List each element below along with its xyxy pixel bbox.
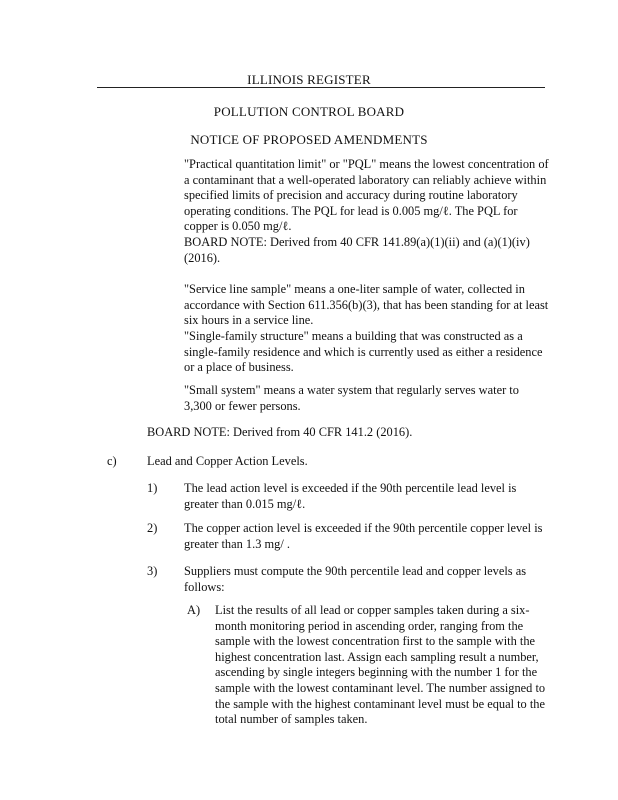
board-title: POLLUTION CONTROL BOARD (213, 104, 405, 119)
notice-title: NOTICE OF PROPOSED AMENDMENTS (190, 132, 428, 147)
item-3-text: Suppliers must compute the 90th percentile lead and copper levels as follows: (184, 564, 527, 594)
definition-pql-note: BOARD NOTE: Derived from 40 CFR 141.89(a)(1)(ii) and (a)(1)(iv) (2016). (184, 235, 530, 265)
header-rule (97, 87, 545, 88)
sub-item-a-label: A) (187, 603, 201, 617)
item-1-label: 1) (147, 481, 158, 495)
register-header: ILLINOIS REGISTER (247, 72, 371, 87)
definition-service-line: "Service line sample" means a one-liter sample of water, collected in accordance with Section 611.356(b)(3), that has been standing for at least six hours in a service line. (184, 282, 549, 328)
definition-pql: "Practical quantitation limit" or "PQL" means the lowest concentration of a contaminant that a well-operated laboratory can reliably achieve within specified limits of precision and accuracy during routine laboratory operating conditions. The PQL for lead is 0.005 mg/ℓ. The PQL for copper is 0.050 mg/ℓ. (184, 157, 549, 234)
sub-item-a-text: List the results of all lead or copper samples taken during a six-month monitoring period in ascending order, ranging from the sample with the lowest concentration first to the sample with the highest concentration last. Assign each sampling result a number, ascending by single integers beginning with the number 1 for the sample with the lowest contaminant level. The number assigned to the sample with the highest contaminant level must be equal to the total number of samples taken. (215, 603, 546, 727)
item-3-label: 3) (147, 564, 158, 578)
board-note: BOARD NOTE: Derived from 40 CFR 141.2 (2016). (147, 425, 413, 439)
item-2-label: 2) (147, 521, 158, 535)
item-2-text: The copper action level is exceeded if the 90th percentile copper level is greater than 1.3 mg/ . (184, 521, 543, 551)
definition-single-family: "Single-family structure" means a building that was constructed as a single-family residence and which is currently used as either a residence or a place of business. (184, 329, 543, 375)
section-c-title: Lead and Copper Action Levels. (147, 454, 308, 468)
section-c-label: c) (107, 454, 117, 468)
definition-small-system: "Small system" means a water system that regularly serves water to 3,300 or fewer persons. (184, 383, 519, 413)
item-1-text: The lead action level is exceeded if the 90th percentile lead level is greater than 0.015 mg/ℓ. (184, 481, 517, 511)
